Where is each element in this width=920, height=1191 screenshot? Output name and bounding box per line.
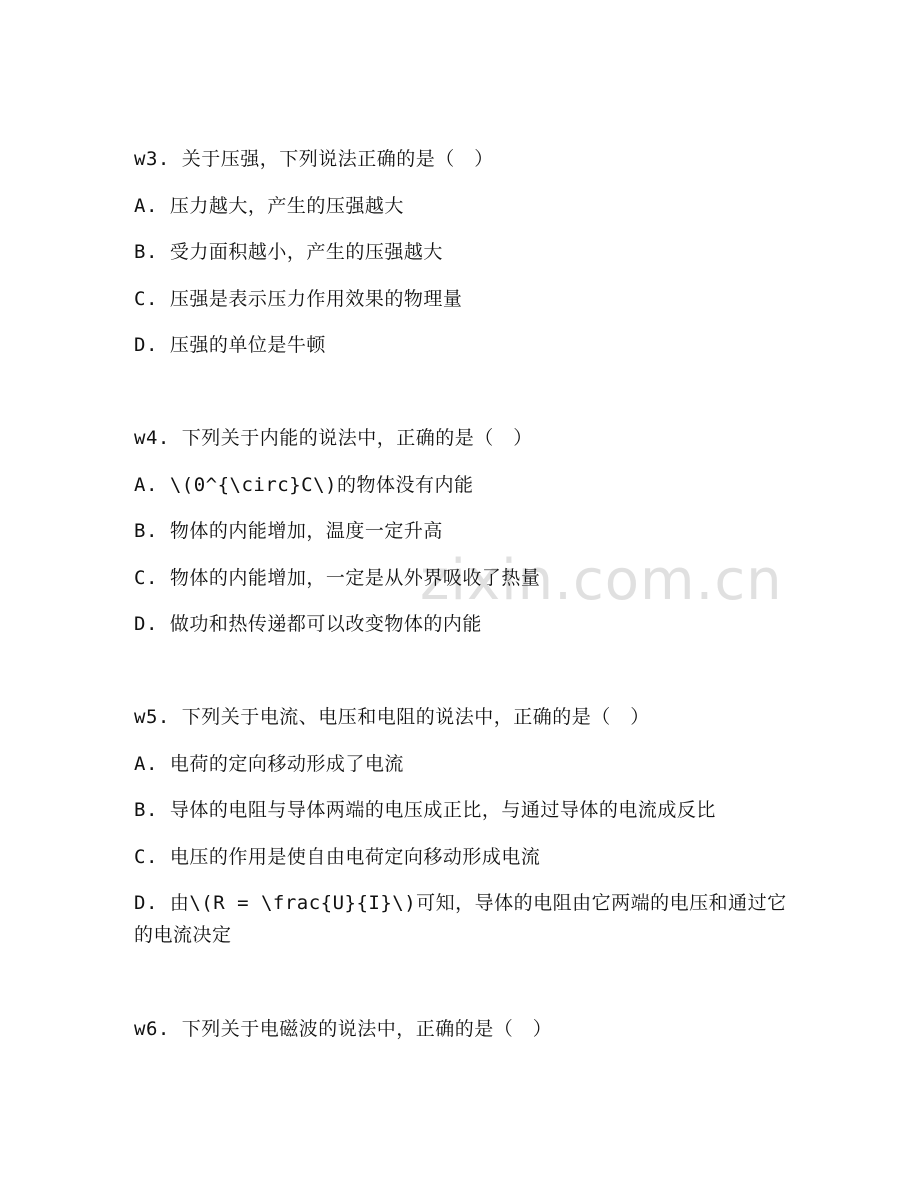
option-c: C. 电压的作用是使自由电荷定向移动形成电流 — [134, 845, 541, 868]
option-b: B. 导体的电阻与导体两端的电压成正比，与通过导体的电流成反比 — [134, 799, 716, 821]
question-w6 — [134, 1018, 794, 1065]
question-w3 — [134, 148, 794, 381]
question-w5 — [134, 706, 794, 976]
question-stem: w4. 下列关于内能的说法中，正确的是（ ） — [134, 427, 533, 449]
option-c: C. 压强是表示压力作用效果的物理量 — [134, 287, 463, 310]
question-stem: w6. 下列关于电磁波的说法中，正确的是（ ） — [134, 1018, 553, 1040]
option-b: B. 物体的内能增加，温度一定升高 — [134, 520, 443, 542]
option-d: D. 由\(R = \frac{U}{I}\)可知，导体的电阻由它两端的电压和通过它的电流决定 — [134, 892, 787, 946]
question-stem: w3. 关于压强，下列说法正确的是（ ） — [134, 148, 494, 170]
option-a: A. 电荷的定向移动形成了电流 — [134, 752, 404, 775]
question-stem: w5. 下列关于电流、电压和电阻的说法中，正确的是（ ） — [134, 706, 650, 728]
option-a: A. \(0^{\circ}C\)的物体没有内能 — [134, 473, 474, 496]
question-w4 — [134, 427, 794, 660]
watermark: zixin.com.cn — [420, 548, 783, 613]
option-a: A. 压力越大，产生的压强越大 — [134, 194, 404, 217]
option-b: B. 受力面积越小，产生的压强越大 — [134, 241, 443, 263]
option-d: D. 做功和热传递都可以改变物体的内能 — [134, 613, 482, 635]
option-c: C. 物体的内能增加，一定是从外界吸收了热量 — [134, 566, 541, 589]
option-d: D. 压强的单位是牛顿 — [134, 334, 326, 356]
